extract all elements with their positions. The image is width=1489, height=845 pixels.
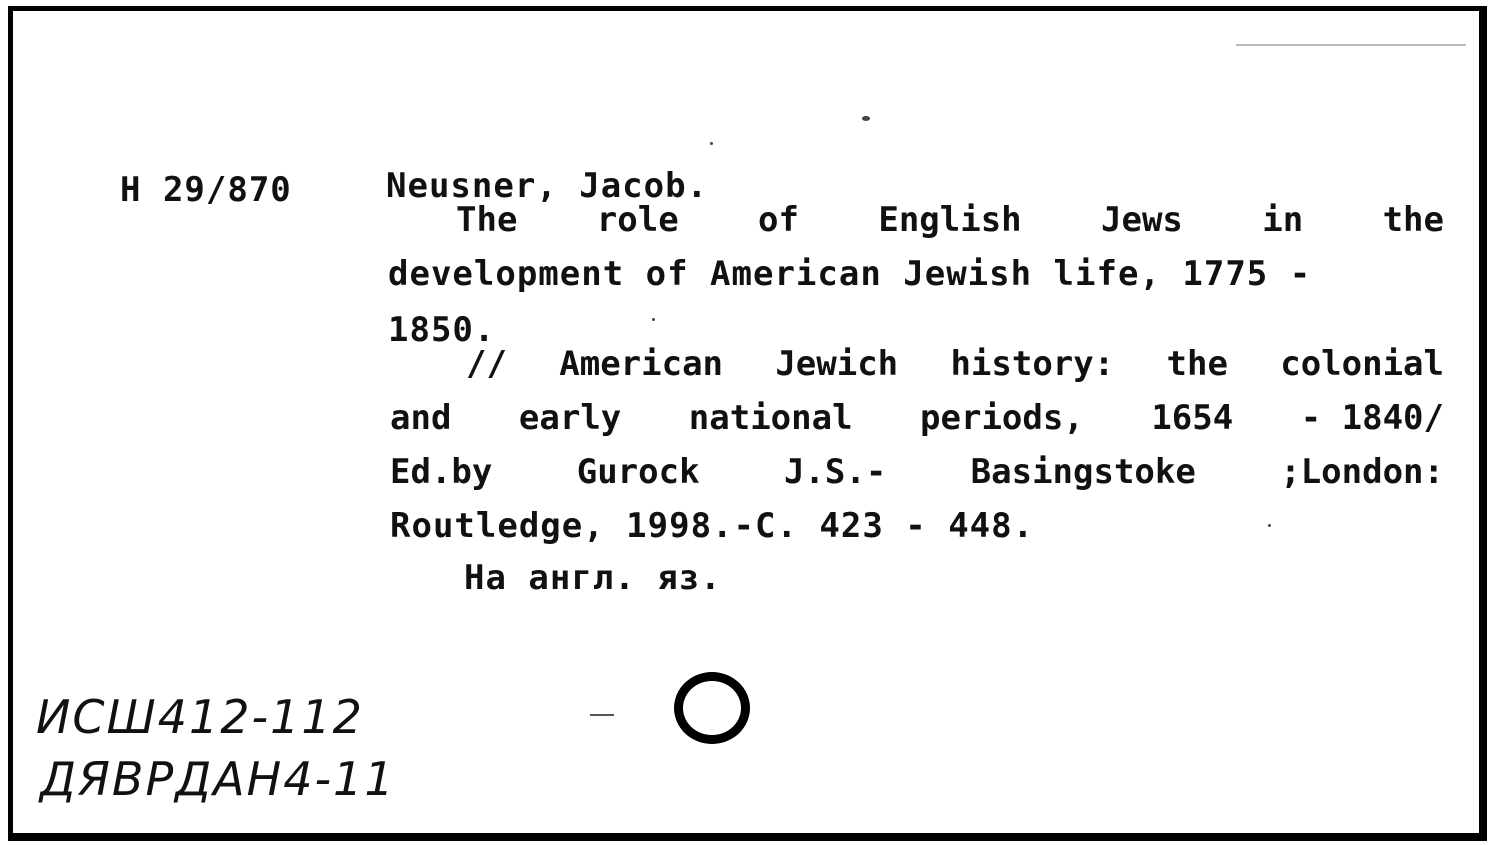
author-name: Neusner, Jacob.: [386, 166, 709, 206]
series-line-2: [390, 398, 1444, 438]
title-word: The: [456, 200, 518, 240]
series-word: - 1840/: [1300, 398, 1444, 438]
call-number: H 29/870: [120, 170, 292, 210]
ink-speck: [710, 142, 713, 145]
title-word: role: [596, 200, 679, 240]
series-word: J.S.-: [783, 452, 887, 492]
series-word: and: [390, 398, 452, 438]
title-word: in: [1262, 200, 1304, 240]
punched-hole-circle: [674, 672, 750, 744]
ink-speck: [1268, 524, 1271, 527]
language-note: На англ. яз.: [464, 558, 722, 598]
series-line-1: [466, 344, 1444, 384]
series-word: Basingstoke: [970, 452, 1196, 492]
series-word: //: [466, 344, 507, 384]
ink-speck: [652, 318, 655, 321]
title-word: the: [1382, 200, 1444, 240]
series-line-3: [390, 452, 1444, 492]
series-word: Ed.by: [390, 452, 493, 492]
faint-scan-mark: [1236, 44, 1466, 46]
title-word: of: [758, 200, 799, 240]
series-word: 1654: [1151, 398, 1234, 438]
title-word: English: [878, 200, 1022, 240]
series-word: Gurock: [576, 452, 700, 492]
series-word: national: [688, 398, 853, 438]
series-word: history:: [950, 344, 1115, 384]
series-word: Jewich: [775, 344, 899, 384]
pencil-dash: [590, 714, 614, 716]
handwritten-shelf-mark: ИСШ412-112: [36, 690, 364, 744]
series-word: ;London:: [1280, 452, 1444, 492]
title-line-2: development of American Jewish life, 1775 -: [388, 254, 1312, 294]
series-word: the: [1166, 344, 1228, 384]
title-line-1: [456, 200, 1444, 240]
series-word: periods,: [920, 398, 1084, 438]
series-word: American: [559, 344, 724, 384]
title-line-3: 1850.: [388, 310, 496, 350]
publisher-line: Routledge, 1998.-C. 423 - 448.: [390, 506, 1035, 546]
series-word: early: [518, 398, 622, 438]
series-word: colonial: [1280, 344, 1444, 384]
title-word: Jews: [1101, 200, 1183, 240]
handwritten-code: ДЯВРДАН4-11: [40, 752, 396, 806]
ink-speck: [862, 116, 870, 121]
